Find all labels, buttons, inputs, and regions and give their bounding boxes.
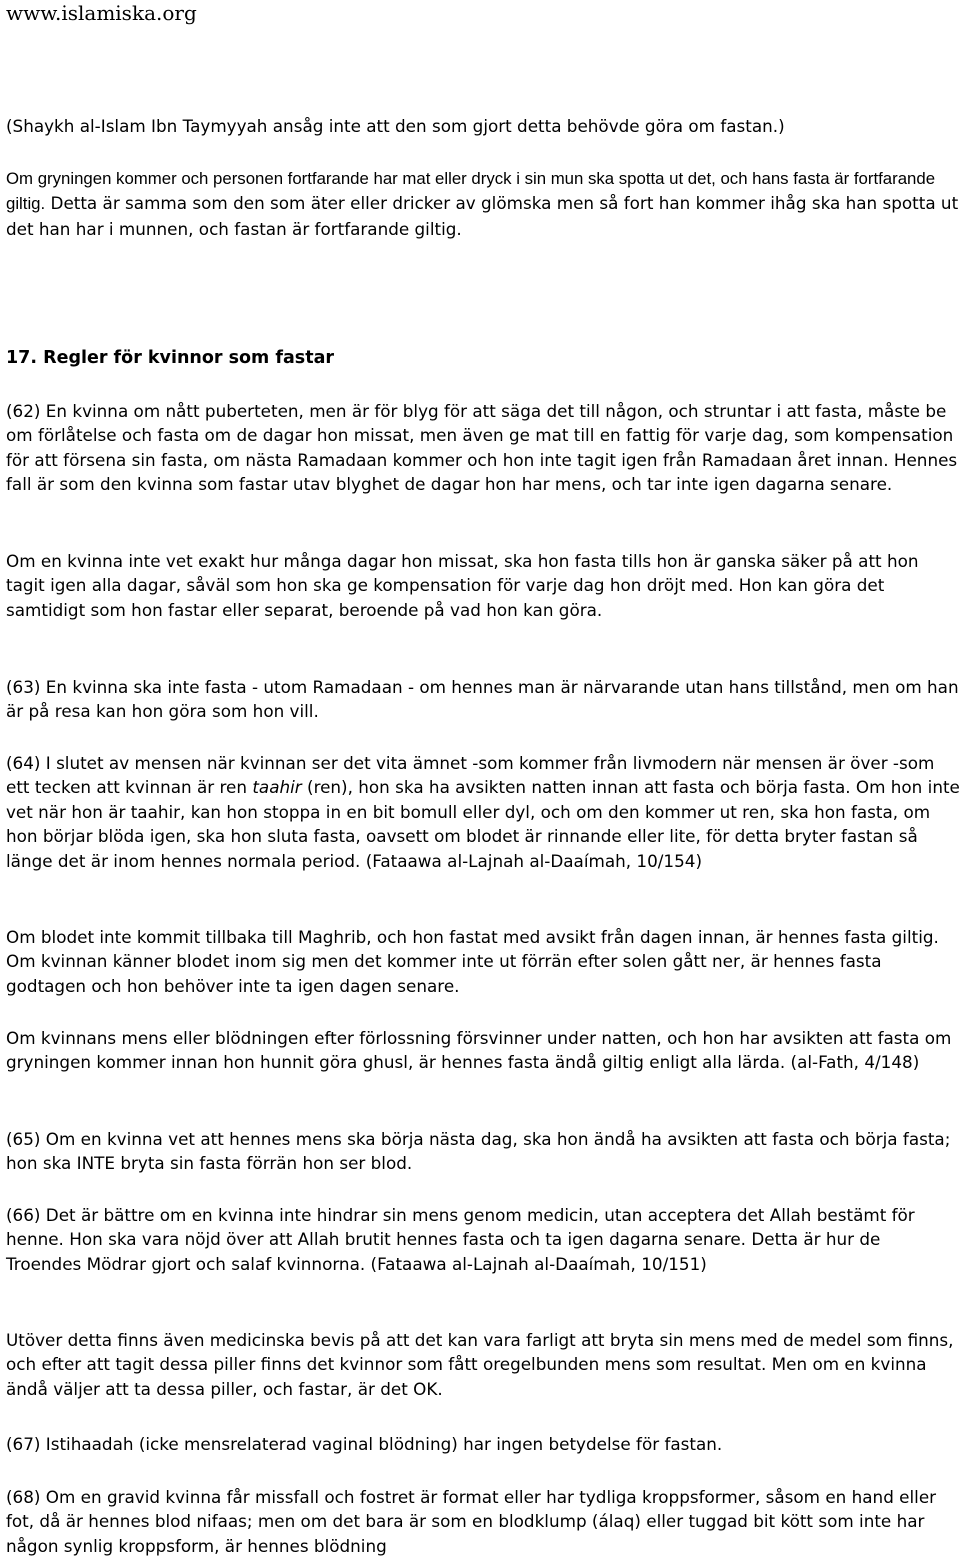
paragraph-64	[6, 751, 960, 873]
paragraph-67: (67) Istihaadah (icke mensrelaterad vaginal blödning) har ingen betydelse för fastan.	[6, 1434, 723, 1454]
paragraph-missade-dagar: Om en kvinna inte vet exakt hur många dagar hon missat, ska hon fasta tills hon är ganska säker på att hon tagit igen alla dagar, såväl som hon ska ge kompensation för varje dag hon dröjt med. Hon kan göra det samtidigt som hon fastar eller separat, beroende på vad hon kan göra.	[6, 551, 919, 620]
term-taahir: taahir	[252, 777, 302, 798]
paragraph-64-part1: (64) I slutet av mensen när kvinnan ser det vita ämnet -som kommer från livmodern när mensen är över -som ett tecken att kvinnan är ren	[6, 753, 935, 798]
paragraph-shaykh-note: (Shaykh al-Islam Ibn Taymyyah ansåg inte att den som gjort detta behövde göra om fastan.)	[6, 116, 785, 136]
paragraph-gryning	[6, 166, 960, 241]
paragraph-gryning-part2: Detta är samma som den som äter eller dricker av glömska men så fort han kommer ihåg ska han spotta ut det han har i munnen, och fastan är fortfarande giltig.	[6, 193, 959, 239]
paragraph-64-part2: (ren), hon ska ha avsikten natten innan att fasta och börja fasta. Om hon inte vet när hon är taahir, kan hon stoppa in en bit bomull eller dyl, och om den kommer ut ren, ska hon fasta, om hon börjar blöda igen, ska hon sluta fasta, oavsett om blodet är rinnande eller lite, för detta bryter fastan så länge det är inom hennes normala period. (Fataawa al-Lajnah al-Daaímah, 10/154)	[6, 777, 960, 871]
paragraph-66: (66) Det är bättre om en kvinna inte hindrar sin mens genom medicin, utan acceptera det Allah bestämt för henne. Hon ska vara nöjd över att Allah brutit hennes fasta och ta igen dagarna senare. Detta är hur de Troendes Mödrar gjort och salaf kvinnorna. (Fataawa al-Lajnah al-Daaímah, 10/151)	[6, 1205, 915, 1274]
paragraph-63: (63) En kvinna ska inte fasta - utom Ramadaan - om hennes man är närvarande utan hans tillstånd, men om han är på resa kan hon göra som hon vill.	[6, 677, 959, 722]
site-url: www.islamiska.org	[6, 1, 197, 25]
paragraph-maghrib: Om blodet inte kommit tillbaka till Maghrib, och hon fastat med avsikt från dagen innan, är hennes fasta giltig. Om kvinnan känner blodet inom sig men det kommer inte ut förrän efter solen gått ner, är hennes fasta godtagen och hon behöver inte ta igen dagen senare.	[6, 927, 939, 996]
paragraph-gryning-part1: Om gryningen kommer och personen fortfarande har mat eller dryck i sin mun ska spotta ut det, och hans fasta är fortfarande giltig.	[6, 169, 936, 214]
paragraph-62: (62) En kvinna om nått puberteten, men är för blyg för att säga det till någon, och struntar i att fasta, måste be om förlåtelse och fasta om de dagar hon missat, men även ge mat till en fattig för varje dag, som kompensation för att försena sin fasta, om nästa Ramadaan kommer och hon inte tagit igen från Ramadaan året innan. Hennes fall är som den kvinna som fastar utav blyghet de dagar hon har mens, och tar inte igen dagarna senare.	[6, 401, 958, 495]
section-heading: 17. Regler för kvinnor som fastar	[6, 348, 335, 368]
paragraph-68: (68) Om en gravid kvinna får missfall och fostret är format eller har tydliga kroppsformer, såsom en hand eller fot, då är hennes blod nifaas; men om det bara är som en blodklump (álaq) eller tuggad bit kött som inte har någon synlig kroppsform, är hennes blödning	[6, 1487, 937, 1556]
paragraph-medicin: Utöver detta finns även medicinska bevis på att det kan vara farligt att bryta sin mens med de medel som finns, och efter att tagit dessa piller finns det kvinnor som fått oregelbunden mens som resultat. Men om en kvinna ändå väljer att ta dessa piller, och fastar, är det OK.	[6, 1330, 954, 1399]
paragraph-ghusl: Om kvinnans mens eller blödningen efter förlossning försvinner under natten, och hon har avsikten att fasta om gryningen kommer innan hon hunnit göra ghusl, är hennes fasta ändå giltig enligt alla lärda. (al-Fath, 4/148)	[6, 1028, 952, 1073]
paragraph-65: (65) Om en kvinna vet att hennes mens ska börja nästa dag, ska hon ändå ha avsikten att fasta och börja fasta; hon ska INTE bryta sin fasta förrän hon ser blod.	[6, 1129, 951, 1174]
